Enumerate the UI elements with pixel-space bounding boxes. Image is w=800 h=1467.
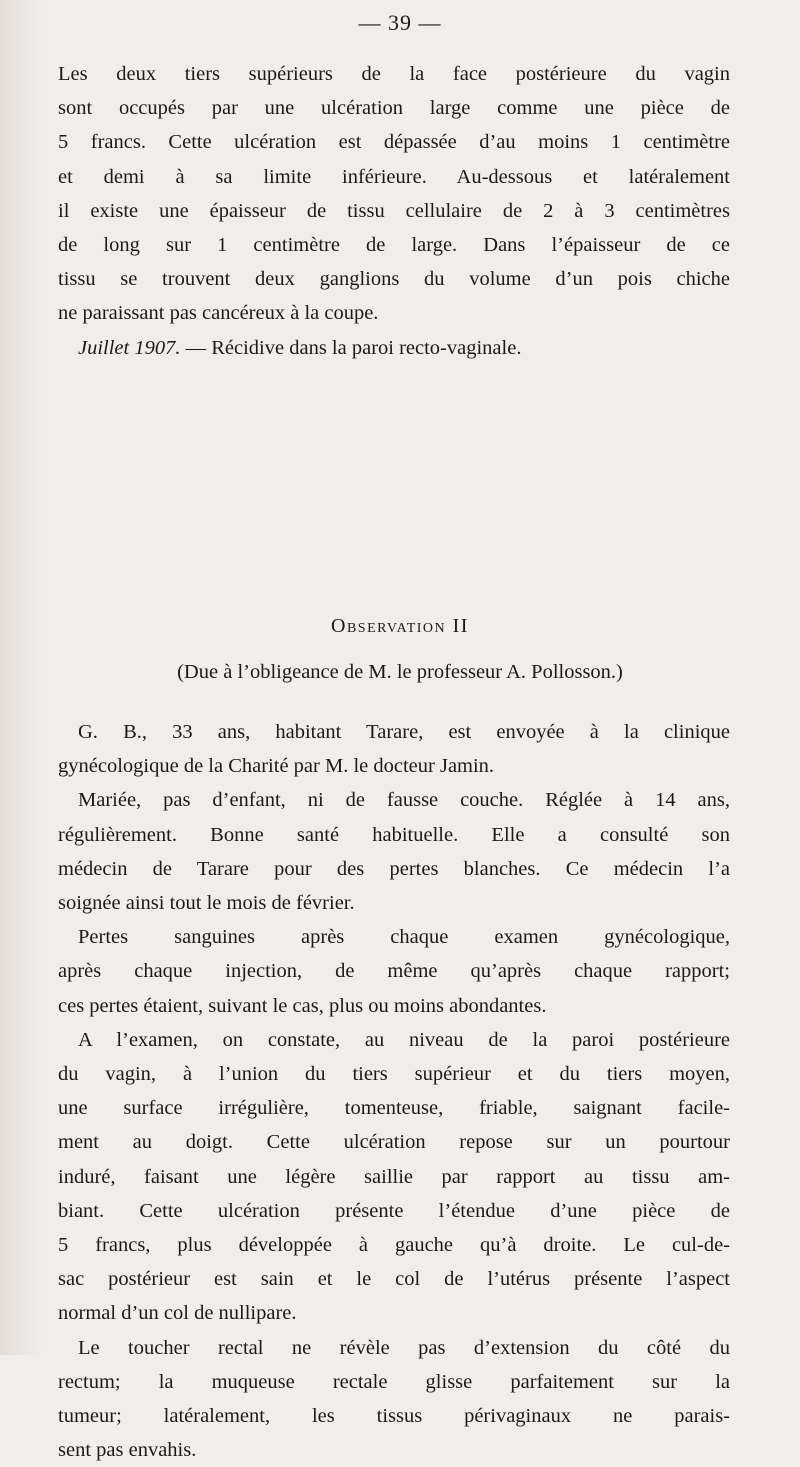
text-line: médecin de Tarare pour des pertes blanches. Ce médecin l’a xyxy=(58,857,730,880)
text-line: induré, faisant une légère saillie par rapport au tissu am- xyxy=(58,1165,730,1188)
text-line: du vagin, à l’union du tiers supérieur et du tiers moyen, xyxy=(58,1063,730,1086)
text-line: sac postérieur est sain et le col de l’utérus présente l’aspect xyxy=(58,1268,730,1291)
case-body xyxy=(58,715,730,1467)
text-line: régulièrement. Bonne santé habituelle. Elle a consulté son xyxy=(58,823,730,846)
intro-paragraph xyxy=(58,57,730,365)
page-number: — 39 — xyxy=(358,10,442,35)
text-line: sont occupés par une ulcération large comme une pièce de xyxy=(58,97,730,120)
text-line: après chaque injection, de même qu’après chaque rapport; xyxy=(58,960,730,983)
text-line: soignée ainsi tout le mois de février. xyxy=(58,892,355,915)
text-line: biant. Cette ulcération présente l’étendue d’une pièce de xyxy=(58,1199,730,1222)
text-line: Pertes sanguines après chaque examen gynécologique, xyxy=(78,926,730,949)
text-line: tissu se trouvent deux ganglions du volume d’un pois chiche xyxy=(58,268,730,291)
text-line: de long sur 1 centimètre de large. Dans l’épaisseur de ce xyxy=(58,234,730,257)
recurrence-line xyxy=(58,331,730,365)
text-line: rectum; la muqueuse rectale glisse parfaitement sur la xyxy=(58,1370,730,1393)
text-line: Mariée, pas d’enfant, ni de fausse couche. Réglée à 14 ans, xyxy=(78,789,730,812)
text-line: G. B., 33 ans, habitant Tarare, est envoyée à la clinique xyxy=(78,721,730,743)
recurrence-text: — Récidive dans la paroi recto-vaginale. xyxy=(180,336,522,359)
text-line: il existe une épaisseur de tissu cellulaire de 2 à 3 centimètres xyxy=(58,199,730,222)
observation-courtesy: (Due à l’obligeance de M. le professeur A. Pollosson.) xyxy=(177,661,623,683)
text-line: une surface irrégulière, tomenteuse, friable, saignant facile- xyxy=(58,1097,730,1120)
text-line: ment au doigt. Cette ulcération repose sur un pourtour xyxy=(58,1131,730,1154)
observation-heading: Observation II xyxy=(331,615,469,637)
text-line: 5 francs, plus développée à gauche qu’à droite. Le cul-de- xyxy=(58,1234,730,1257)
text-line: et demi à sa limite inférieure. Au-dessous et latéralement xyxy=(58,165,730,188)
text-line: ne paraissant pas cancéreux à la coupe. xyxy=(58,302,379,325)
text-line: 5 francs. Cette ulcération est dépassée d’au moins 1 centimètre xyxy=(58,131,730,154)
text-line: Le toucher rectal ne révèle pas d’extension du côté du xyxy=(78,1336,730,1359)
text-line: tumeur; latéralement, les tissus périvaginaux ne parais- xyxy=(58,1405,730,1428)
text-line: A l’examen, on constate, au niveau de la paroi postérieure xyxy=(78,1028,730,1051)
text-line: gynécologique de la Charité par M. le docteur Jamin. xyxy=(58,755,495,778)
text-line: ces pertes étaient, suivant le cas, plus ou moins abondantes. xyxy=(58,994,547,1017)
recurrence-date: Juillet 1907. xyxy=(78,336,181,359)
text-line: normal d’un col de nullipare. xyxy=(58,1302,297,1325)
text-line: Les deux tiers supérieurs de la face postérieure du vagin xyxy=(58,63,730,85)
text-line: sent pas envahis. xyxy=(58,1439,197,1462)
